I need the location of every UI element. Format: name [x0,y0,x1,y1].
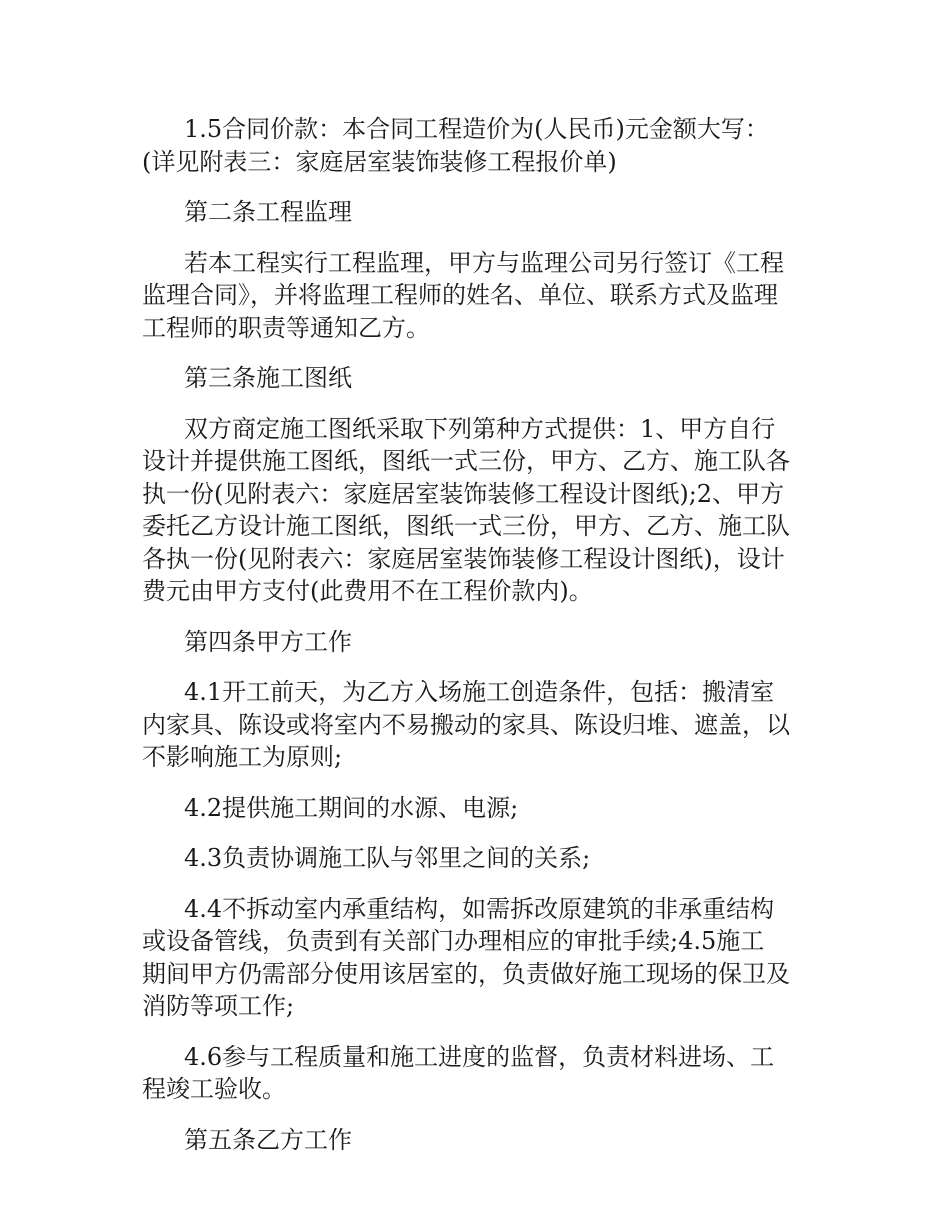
text-line: 不影响施工为原则; [142,743,343,771]
text-line: (详见附表三：家庭居室装饰装修工程报价单) [142,147,617,176]
heading-text: 第五条乙方工作 [184,1125,352,1154]
text-line: 双方商定施工图纸采取下列第种方式提供：1、甲方自行 [184,414,776,443]
paragraph-4-1 [142,676,810,774]
text-line: 4.1开工前天，为乙方入场施工创造条件，包括：搬清室 [184,678,775,706]
paragraph-4-2 [142,792,810,825]
text-line: 4.4不拆动室内承重结构，如需拆改原建筑的非承重结构 [184,894,775,923]
paragraph-4-4 [142,893,810,1023]
heading-article-4 [142,626,810,659]
heading-article-3 [142,362,810,395]
document-body [142,113,810,1174]
text-line: 程竣工验收。 [142,1075,286,1103]
text-line: 消防等项工作; [142,992,295,1020]
heading-article-5 [142,1124,810,1157]
text-line: 委托乙方设计施工图纸，图纸一式三份，甲方、乙方、施工队 [142,512,790,540]
text-line: 工程师的职责等通知乙方。 [142,313,430,342]
text-line: 或设备管线，负责到有关部门办理相应的审批手续;4.5施工 [142,927,765,955]
text-line: 设计并提供施工图纸，图纸一式三份，甲方、乙方、施工队各 [142,447,790,475]
paragraph-4-6 [142,1041,810,1106]
paragraph-4-3 [142,842,810,875]
text-line: 1.5合同价款：本合同工程造价为(人民币)元金额大写： [184,115,769,143]
text-line: 费元由甲方支付(此费用不在工程价款内)。 [142,577,593,605]
text-line: 4.3负责协调施工队与邻里之间的关系; [184,844,591,872]
heading-text: 第四条甲方工作 [184,627,352,656]
heading-article-2 [142,196,810,229]
text-line: 若本工程实行工程监理，甲方与监理公司另行签订《工程 [184,248,784,277]
text-line: 4.6参与工程质量和施工进度的监督，负责材料进场、工 [184,1042,775,1071]
text-line: 执一份(见附表六：家庭居室装饰装修工程设计图纸);2、甲方 [142,479,785,508]
paragraph-supervision [142,247,810,345]
paragraph-drawings [142,413,810,608]
text-line: 内家具、陈设或将室内不易搬动的家具、陈设归堆、遮盖，以 [142,710,790,739]
heading-text: 第三条施工图纸 [184,364,352,392]
text-line: 监理合同》，并将监理工程师的姓名、单位、联系方式及监理 [142,281,778,309]
text-line: 4.2提供施工期间的水源、电源; [184,793,519,822]
paragraph-contract-price [142,113,810,178]
text-line: 期间甲方仍需部分使用该居室的，负责做好施工现场的保卫及 [142,959,790,988]
text-line: 各执一份(见附表六：家庭居室装饰装修工程设计图纸)，设计 [142,544,785,573]
heading-text: 第二条工程监理 [184,198,352,226]
